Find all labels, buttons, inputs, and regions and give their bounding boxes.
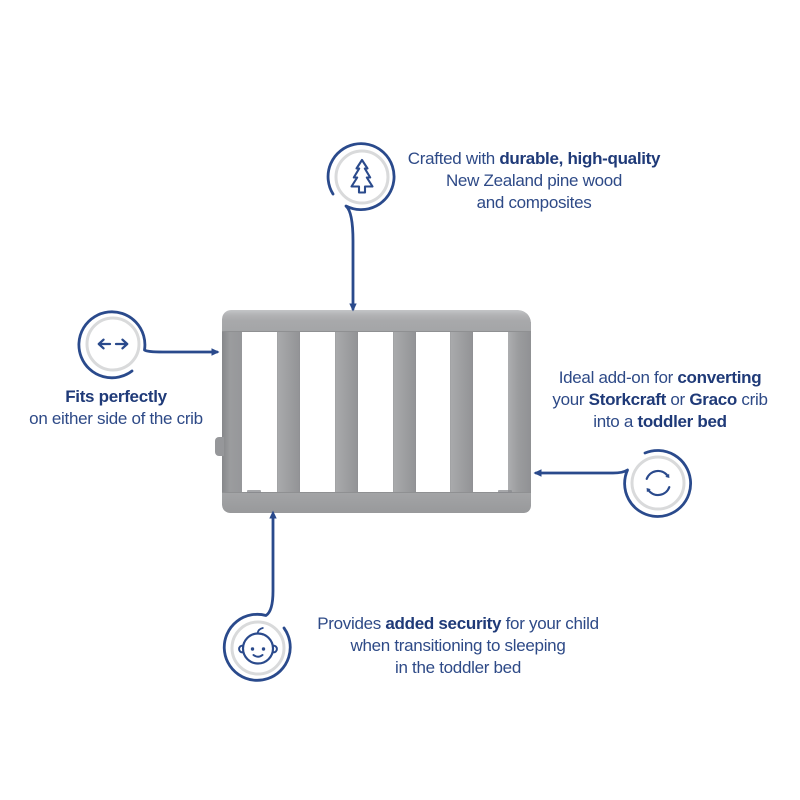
text-line <box>359 148 709 170</box>
text-line <box>308 657 608 679</box>
text-segment: Storkcraft <box>588 390 666 409</box>
text-segment: Ideal add-on for <box>558 368 678 387</box>
arrowhead-up-icon <box>269 511 276 519</box>
text-segment: converting <box>677 368 762 387</box>
text-line <box>0 386 232 408</box>
text-line <box>528 367 792 389</box>
callout-right-text <box>528 367 792 433</box>
text-segment: crib <box>737 390 768 409</box>
text-segment: durable, high-quality <box>499 149 661 168</box>
text-line <box>528 411 792 433</box>
text-segment: toddler bed <box>637 412 727 431</box>
text-segment: New Zealand pine wood <box>445 171 623 190</box>
callout-right-inner-ring <box>632 457 684 509</box>
callout-left-graphic <box>79 312 220 378</box>
callout-bottom-graphic <box>224 511 290 681</box>
text-segment: when transitioning to sleeping <box>350 636 566 655</box>
text-segment: Graco <box>689 390 737 409</box>
arrowhead-left-icon <box>534 469 542 476</box>
text-line <box>308 613 608 635</box>
text-segment: Provides <box>317 614 386 633</box>
text-line <box>0 408 232 430</box>
text-line <box>308 635 608 657</box>
text-segment: added security <box>385 614 502 633</box>
arrowhead-down-icon <box>349 304 356 312</box>
text-segment: in the toddler bed <box>395 658 521 677</box>
callout-left-text <box>0 386 232 430</box>
callout-left-inner-ring <box>87 318 139 370</box>
text-line <box>359 170 709 192</box>
text-line <box>528 389 792 411</box>
arrowhead-right-icon <box>212 348 220 355</box>
text-segment: into a <box>593 412 638 431</box>
text-segment: your <box>552 390 589 409</box>
callout-top-text <box>359 148 709 214</box>
text-line <box>359 192 709 214</box>
text-segment: and composites <box>476 193 592 212</box>
text-segment: for your child <box>501 614 599 633</box>
text-segment: Crafted with <box>407 149 500 168</box>
text-segment: or <box>665 390 690 409</box>
callout-right-graphic <box>534 450 691 516</box>
text-segment: Fits perfectly <box>65 387 167 406</box>
callout-bottom-text <box>308 613 608 679</box>
text-segment: on either side of the crib <box>29 409 203 428</box>
